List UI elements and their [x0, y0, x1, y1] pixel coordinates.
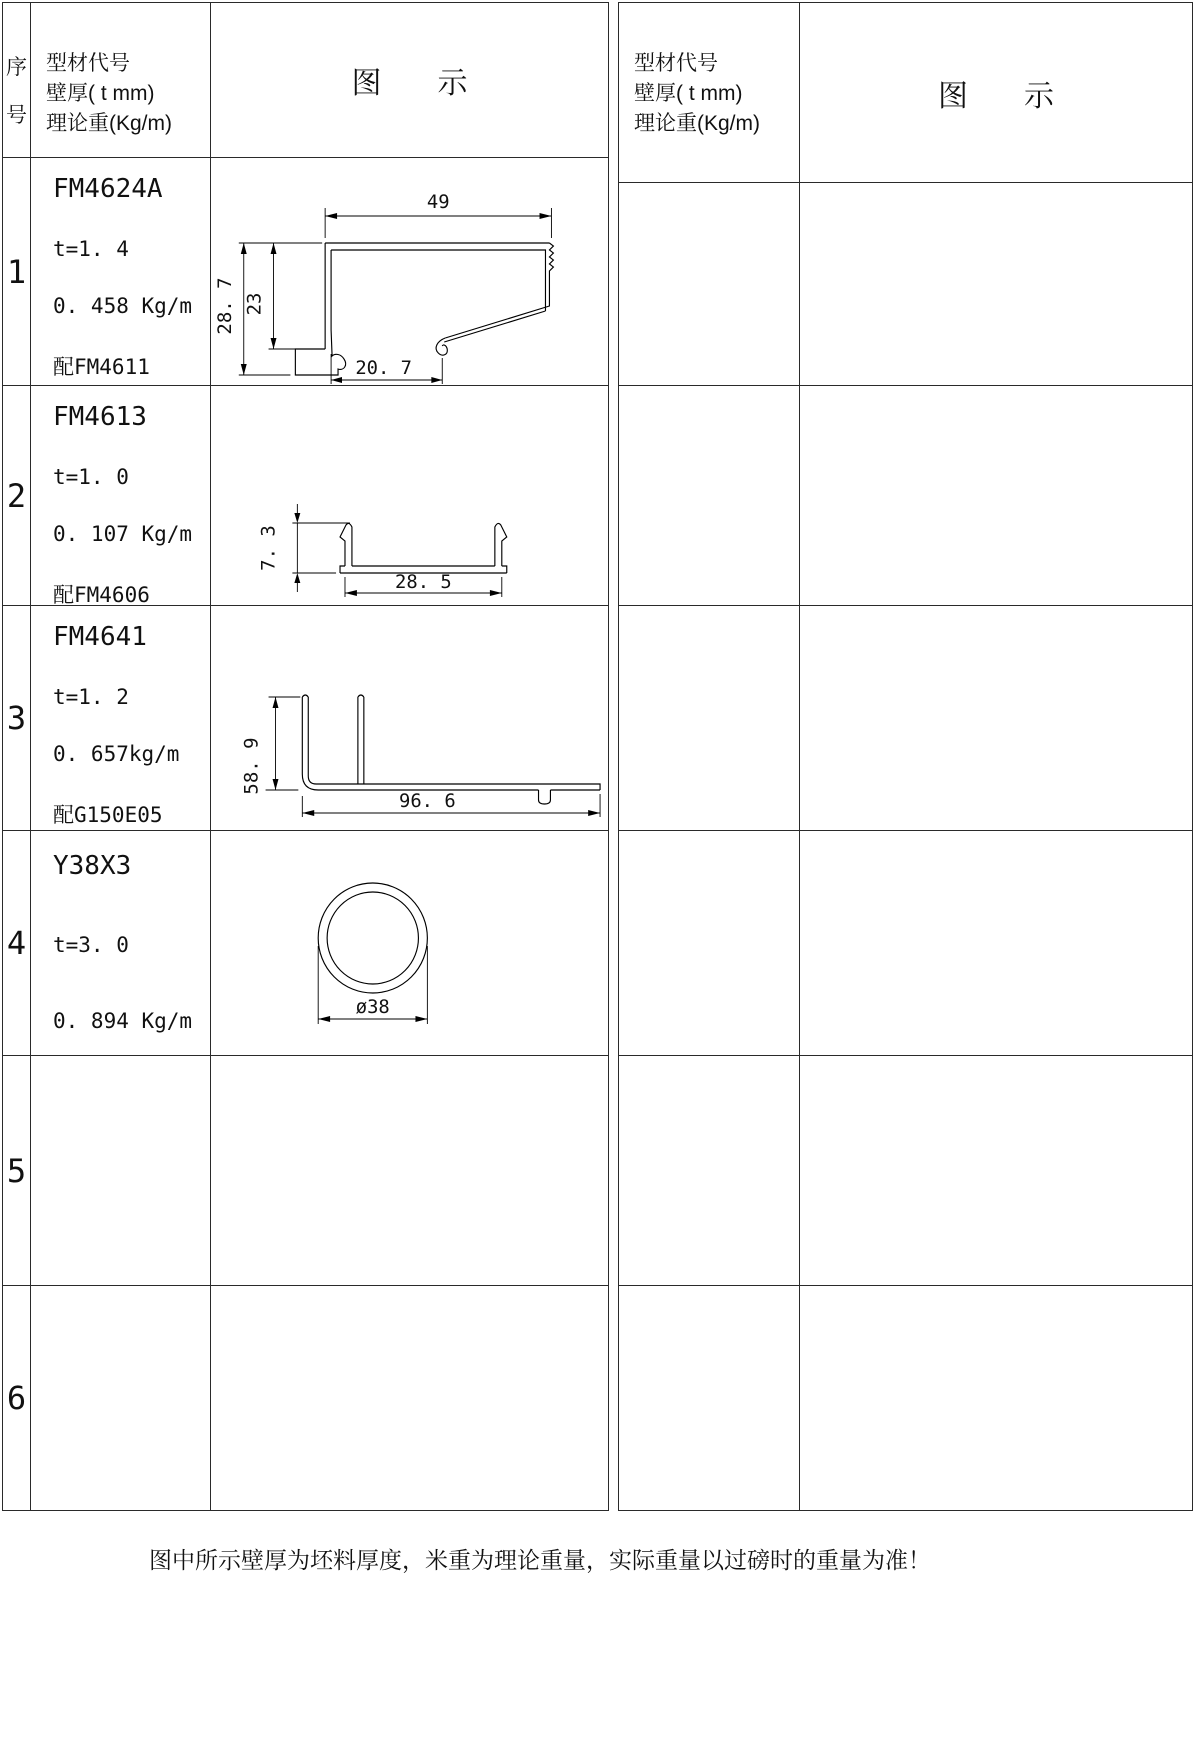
cross-section-drawing [211, 386, 608, 605]
dim-label: ø38 [355, 995, 390, 1019]
profile-spec [31, 831, 210, 1055]
empty-diagram-cell [800, 831, 1192, 1055]
seq-header-char: 号 [6, 104, 27, 127]
footer-note: 图中所示壁厚为坯料厚度，米重为理论重量，实际重量以过磅时的重量为准！ [149, 1547, 931, 1573]
spec-header-line: 理论重(Kg/m) [634, 111, 760, 135]
dim-label: 23 [243, 292, 266, 316]
cross-section-drawing [211, 606, 608, 830]
spec-header-line: 型材代号 [46, 52, 130, 75]
empty-diagram-cell [800, 606, 1192, 830]
profile-code: FM4624A [53, 174, 163, 204]
matching-profile: 配FM4606 [53, 583, 150, 605]
spec-header-line: 壁厚( t mm) [46, 81, 155, 105]
dim-label: 49 [426, 190, 450, 214]
profile-drawing-fm4613 [211, 386, 608, 605]
dim-label: 28. 7 [213, 277, 236, 335]
wall-thickness: t=1. 4 [53, 237, 129, 261]
profile-code: FM4641 [53, 622, 147, 652]
empty-spec-cell [619, 606, 799, 830]
dim-label: 58. 9 [240, 737, 263, 795]
seq-header [3, 3, 30, 157]
spec-header-line: 理论重(Kg/m) [46, 111, 172, 135]
profile-code: Y38X3 [53, 851, 132, 881]
empty-diagram-cell [211, 1286, 608, 1510]
dim-label: 96. 6 [399, 789, 456, 813]
row-number: 2 [3, 386, 30, 605]
profile-spec [31, 158, 210, 385]
row-number: 3 [3, 606, 30, 830]
spec-header-line: 型材代号 [634, 52, 718, 75]
unit-weight: 0. 657kg/m [53, 742, 180, 766]
row-number: 4 [3, 831, 30, 1055]
empty-spec-cell [619, 386, 799, 605]
empty-diagram-cell [800, 183, 1192, 385]
empty-spec-cell [619, 1286, 799, 1510]
row-number: 6 [3, 1286, 30, 1510]
row-number: 1 [3, 158, 30, 385]
empty-diagram-cell [800, 1056, 1192, 1285]
empty-spec-cell [619, 831, 799, 1055]
wall-thickness: t=1. 2 [53, 685, 129, 709]
dim-label: 28. 5 [395, 570, 452, 594]
empty-spec-cell [619, 1056, 799, 1285]
profile-code: FM4613 [53, 402, 147, 432]
profile-table-right [618, 2, 1193, 1511]
spec-header [31, 3, 210, 157]
spec-header-line: 壁厚( t mm) [634, 81, 743, 105]
profile-spec [31, 386, 210, 605]
empty-diagram-cell [211, 1056, 608, 1285]
profile-spec [31, 606, 210, 830]
matching-profile: 配FM4611 [53, 355, 150, 379]
diagram-header: 图 示 [800, 3, 1192, 182]
dim-label: 7. 3 [257, 525, 280, 571]
unit-weight: 0. 458 Kg/m [53, 294, 193, 318]
profile-drawing-fm4624a [211, 158, 608, 385]
unit-weight: 0. 107 Kg/m [53, 522, 193, 546]
wall-thickness: t=1. 0 [53, 465, 129, 489]
empty-diagram-cell [800, 386, 1192, 605]
empty-spec-cell [31, 1056, 210, 1285]
profile-drawing-fm4641 [211, 606, 608, 830]
row-number: 5 [3, 1056, 30, 1285]
profile-table-left [2, 2, 609, 1511]
wall-thickness: t=3. 0 [53, 933, 129, 957]
empty-diagram-cell [800, 1286, 1192, 1510]
diagram-header: 图 示 [211, 3, 608, 157]
profile-drawing-y38x3 [211, 831, 608, 1055]
empty-spec-cell [619, 183, 799, 385]
cross-section-drawing [211, 158, 608, 385]
cross-section-drawing [211, 831, 608, 1055]
spec-header [619, 3, 799, 182]
matching-profile: 配G150E05 [53, 803, 163, 827]
dim-label: 20. 7 [355, 356, 413, 380]
unit-weight: 0. 894 Kg/m [53, 1009, 193, 1033]
seq-header-char: 序 [6, 56, 27, 79]
empty-spec-cell [31, 1286, 210, 1510]
